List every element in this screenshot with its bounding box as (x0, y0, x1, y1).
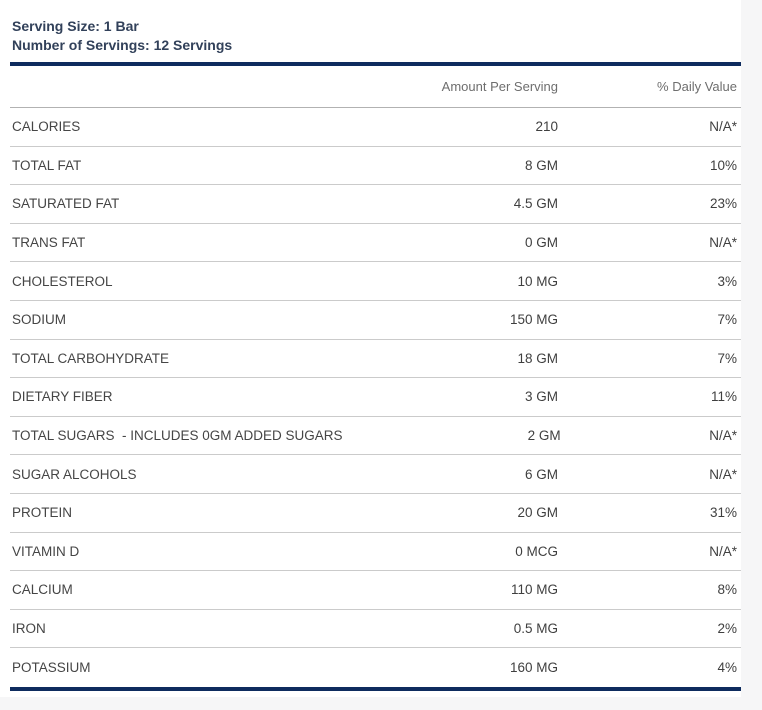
nutrient-label: TOTAL CARBOHYDRATE (12, 350, 170, 366)
amount-per-serving-value: 10 MG (517, 273, 558, 289)
daily-value-percent: 3% (717, 273, 737, 289)
amount-per-serving-value: 150 MG (509, 312, 558, 328)
amount-per-serving-value: 8 GM (524, 157, 558, 173)
nutrient-label: CALORIES (12, 119, 81, 135)
amount-per-serving-value: 110 MG (510, 582, 558, 598)
daily-value-percent: 7% (717, 350, 737, 366)
table-row (10, 108, 741, 147)
nutrient-label: DIETARY FIBER (12, 389, 113, 405)
nutrient-label: CALCIUM (12, 582, 73, 598)
amount-per-serving-value: 210 (535, 119, 558, 135)
table-body (10, 108, 741, 687)
table-row (10, 224, 741, 263)
amount-per-serving-value: 2 GM (527, 428, 561, 444)
table-header-row (10, 66, 741, 108)
table-row (10, 533, 741, 572)
number-of-servings-text: Number of Servings: 12 Servings (12, 37, 233, 53)
nutrient-label: POTASSIUM (12, 660, 91, 676)
amount-per-serving-value: 4.5 GM (513, 196, 558, 212)
table-row (10, 378, 741, 417)
amount-per-serving-value: 3 GM (524, 389, 558, 405)
table-row (10, 262, 741, 301)
nutrient-label: TOTAL FAT (12, 157, 82, 173)
amount-per-serving-value: 6 GM (524, 466, 558, 482)
column-header-amount-per-serving: Amount Per Serving (441, 79, 558, 94)
table-row (10, 185, 741, 224)
table-row (10, 417, 741, 456)
table-row (10, 494, 741, 533)
table-row (10, 610, 741, 649)
amount-per-serving-value: 0.5 MG (513, 621, 558, 637)
daily-value-percent: N/A* (709, 543, 737, 559)
amount-per-serving-value: 0 MCG (515, 543, 558, 559)
nutrient-label: PROTEIN (12, 505, 73, 521)
daily-value-percent: N/A* (709, 466, 737, 482)
table-row (10, 340, 741, 379)
serving-info (10, 17, 741, 55)
table-row (10, 301, 741, 340)
daily-value-percent: 31% (709, 505, 737, 521)
nutrient-label: VITAMIN D (12, 543, 80, 559)
amount-per-serving-value: 18 GM (517, 350, 558, 366)
amount-per-serving-value: 160 MG (509, 660, 558, 676)
amount-per-serving-value: 0 GM (524, 235, 558, 251)
nutrient-label: IRON (12, 621, 46, 637)
daily-value-percent: 4% (717, 660, 737, 676)
nutrition-table (10, 66, 741, 687)
nutrient-label: SATURATED FAT (12, 196, 120, 212)
column-header-daily-value: % Daily Value (657, 79, 737, 94)
table-row (10, 571, 741, 610)
daily-value-percent: 11% (710, 389, 737, 405)
table-row (10, 147, 741, 186)
nutrient-label: SODIUM (12, 312, 66, 328)
nutrient-label: TRANS FAT (12, 235, 86, 251)
daily-value-percent: N/A* (709, 119, 737, 135)
nutrient-label: CHOLESTEROL (12, 273, 113, 289)
daily-value-percent: 7% (717, 312, 737, 328)
nutrient-label: SUGAR ALCOHOLS (12, 466, 137, 482)
daily-value-percent: 2% (717, 621, 737, 637)
table-row (10, 648, 741, 687)
daily-value-percent: N/A* (709, 235, 737, 251)
bottom-accent-rule (10, 687, 741, 691)
daily-value-percent: 23% (709, 196, 737, 212)
serving-size-text: Serving Size: 1 Bar (12, 18, 139, 34)
amount-per-serving-value: 20 GM (517, 505, 558, 521)
daily-value-percent: 10% (709, 157, 737, 173)
table-row (10, 455, 741, 494)
daily-value-percent: N/A* (709, 428, 737, 444)
daily-value-percent: 8% (717, 582, 737, 598)
nutrient-label: TOTAL SUGARS - INCLUDES 0GM ADDED SUGARS (12, 428, 343, 444)
